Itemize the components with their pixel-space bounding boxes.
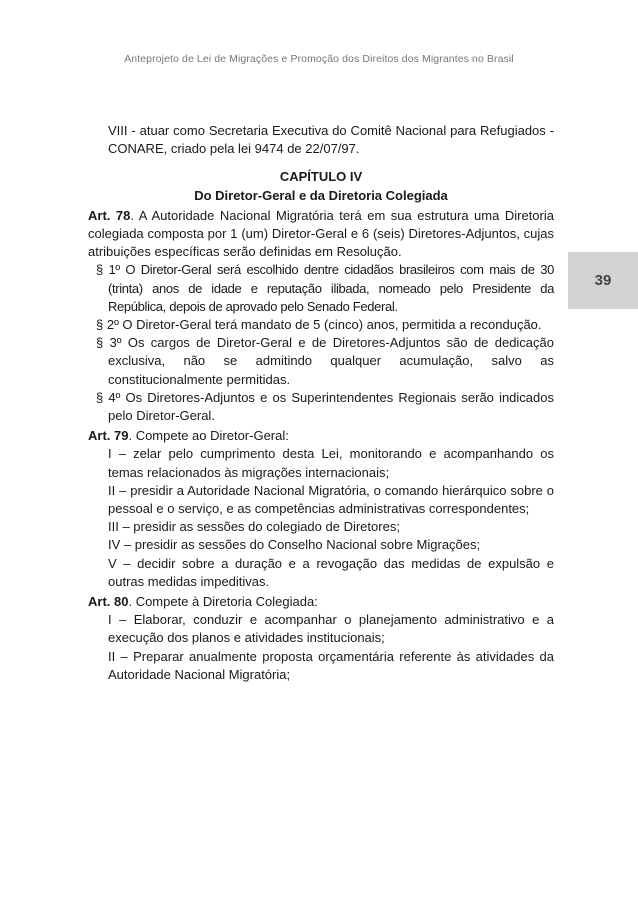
- running-header: Anteprojeto de Lei de Migrações e Promoção dos Direitos dos Migrantes no Brasil: [124, 53, 514, 65]
- article-79-item-4: IV – presidir as sessões do Conselho Nacional sobre Migrações;: [108, 537, 481, 553]
- article-78-paragraph-2: § 2º O Diretor-Geral terá mandato de 5 (cinco) anos, permitida a recondução.: [96, 317, 542, 333]
- article-80-text: . Compete à Diretoria Colegiada:: [128, 594, 318, 610]
- article-78-paragraph-3: § 3º Os cargos de Diretor-Geral e de Diretores-Adjuntos são de dedicação exclusiva, não se admitindo qualquer acumulação, salvo as constitucionalmente permitidas.: [96, 335, 554, 387]
- article-78-text: . A Autoridade Nacional Migratória terá em sua estrutura uma Diretoria colegiada composta por 1 (um) Diretor-Geral e 6 (seis) Diretores-Adjuntos, cujas atribuições específicas serão definidas em Resolução.: [88, 207, 554, 260]
- page-number-tab: 39: [568, 252, 638, 309]
- article-79-item-3: III – presidir as sessões do colegiado de Diretores;: [108, 519, 400, 535]
- chapter-label: CAPÍTULO IV: [279, 169, 363, 185]
- article-78-paragraph-1: § 1º O Diretor-Geral será escolhido dentre cidadãos brasileiros com mais de 30 (trinta) anos de idade e reputação ilibada, nomeado pelo Presidente da República, depois de aprovado pelo Senado Federal.: [96, 262, 554, 314]
- article-80: [88, 593, 554, 611]
- chapter-title: Do Diretor-Geral e da Diretoria Colegiada: [194, 187, 448, 203]
- article-79-item-1: I – zelar pelo cumprimento desta Lei, monitorando e acompanhando os temas relacionados às migrações internacionais;: [108, 446, 554, 480]
- article-79-text: . Compete ao Diretor-Geral:: [128, 428, 289, 444]
- article-79-item-5: V – decidir sobre a duração e a revogação das medidas de expulsão e outras medidas impeditivas.: [108, 555, 554, 589]
- item-viii: VIII - atuar como Secretaria Executiva do Comitê Nacional para Refugiados - CONARE, criado pela lei 9474 de 22/07/97.: [108, 123, 554, 157]
- article-78: [88, 207, 554, 262]
- article-79-label: Art. 79: [88, 428, 129, 444]
- article-78-label: Art. 78: [88, 207, 131, 223]
- article-80-item-2: II – Preparar anualmente proposta orçamentária referente às atividades da Autoridade Nacional Migratória;: [108, 648, 554, 682]
- article-80-label: Art. 80: [88, 594, 129, 610]
- article-80-item-1: I – Elaborar, conduzir e acompanhar o planejamento administrativo e a execução dos planos e atividades institucionais;: [108, 612, 554, 646]
- article-79-item-2: II – presidir a Autoridade Nacional Migratória, o comando hierárquico sobre o pessoal e o serviço, e as competências administrativas correspondentes;: [108, 482, 554, 517]
- page-body: [88, 122, 554, 684]
- article-79: [88, 427, 554, 445]
- article-78-paragraph-4: § 4º Os Diretores-Adjuntos e os Superintendentes Regionais serão indicados pelo Diretor-Geral.: [96, 389, 554, 424]
